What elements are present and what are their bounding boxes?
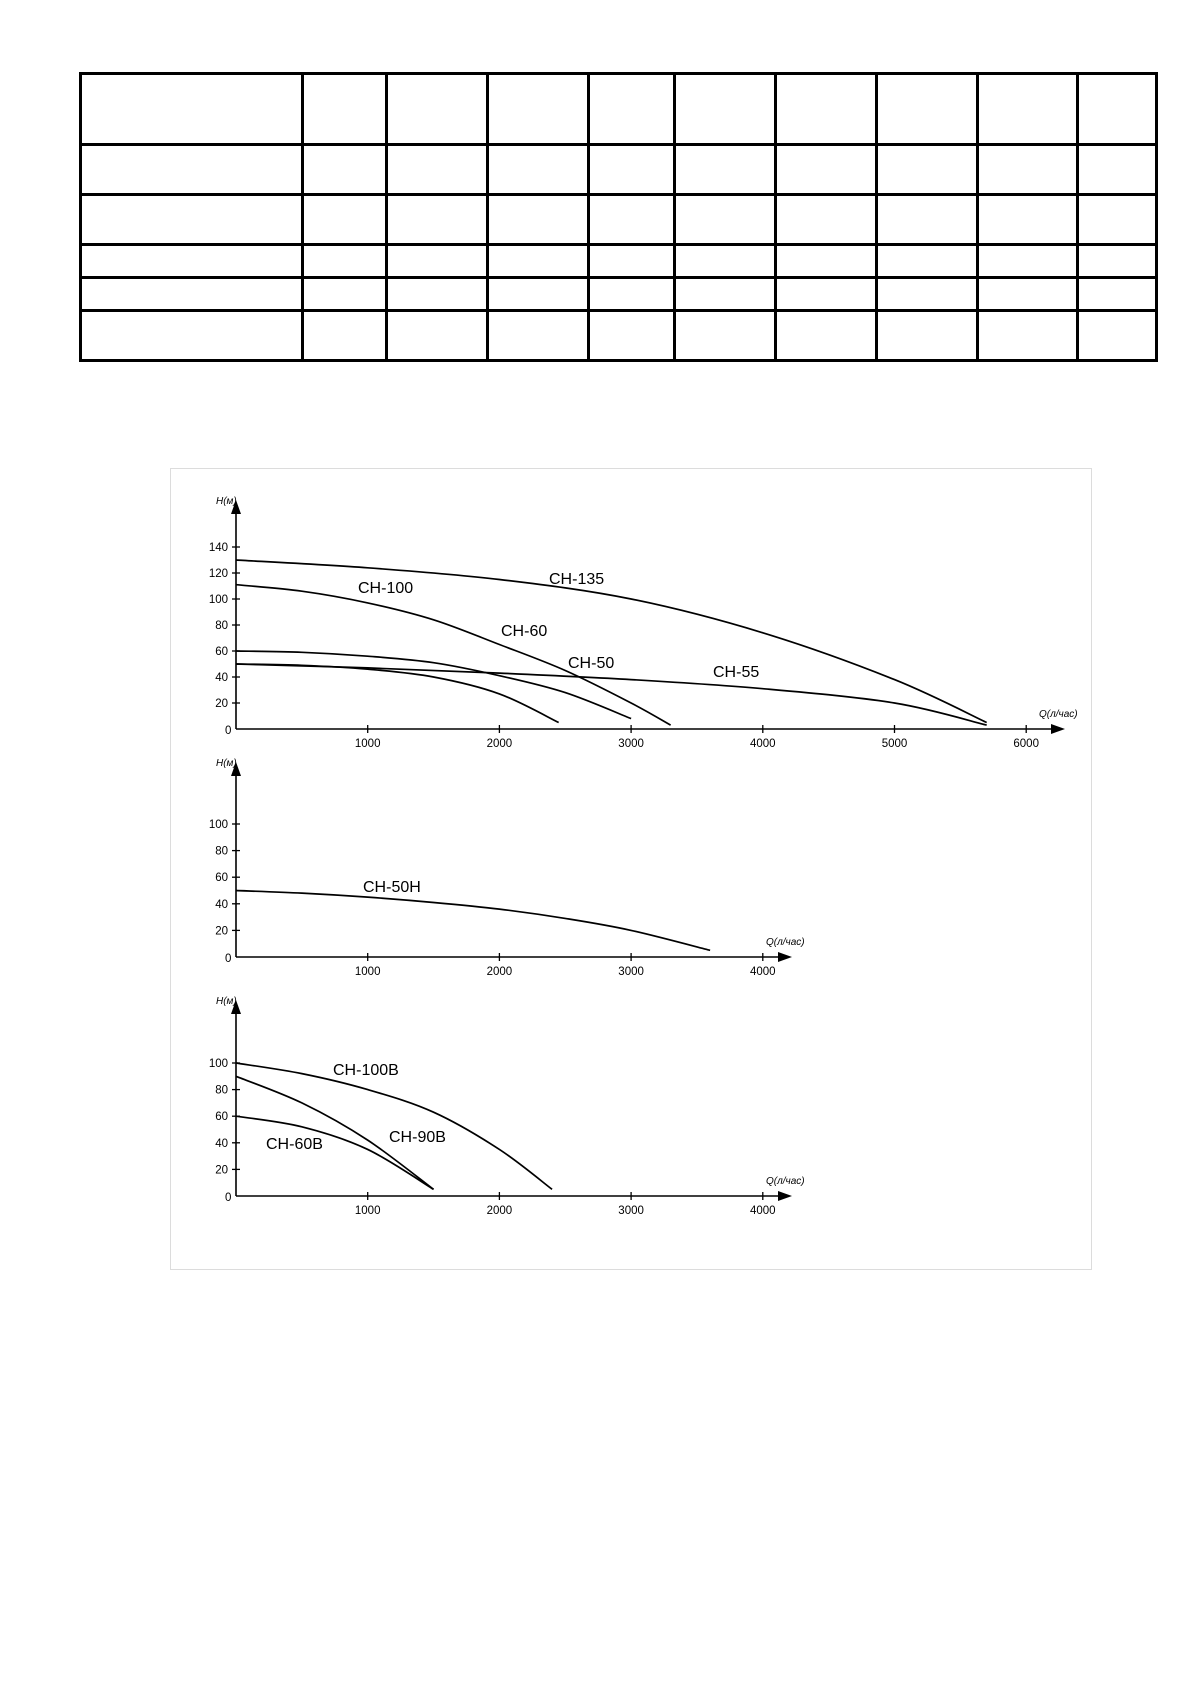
y-tick-label: 80 [215, 845, 228, 858]
table-cell [978, 145, 1078, 195]
table-cell [877, 278, 978, 311]
x-tick-label: 3000 [618, 966, 644, 978]
table-row [81, 245, 1157, 278]
table-cell [776, 195, 877, 245]
x-axis-arrow [1051, 724, 1065, 734]
series-label-ch-50h: CH-50H [363, 879, 421, 896]
y-tick-label: 80 [215, 1084, 228, 1097]
table-cell [1078, 195, 1157, 245]
y-tick-label: 60 [215, 1111, 228, 1124]
table-cell [589, 278, 675, 311]
table-cell [776, 74, 877, 145]
y-tick-label: 20 [215, 1164, 228, 1177]
x-axis-title: Q(л/час) [766, 937, 805, 948]
series-label-ch-135: CH-135 [549, 571, 605, 588]
table-cell [81, 195, 303, 245]
table-cell [877, 195, 978, 245]
table-row [81, 278, 1157, 311]
table-cell [978, 74, 1078, 145]
x-tick-label: 3000 [618, 1205, 644, 1217]
y-tick-label: 40 [215, 1137, 228, 1150]
y-tick-label: 20 [215, 925, 228, 938]
origin-label: 0 [225, 725, 232, 737]
table-row [81, 145, 1157, 195]
table-cell [387, 195, 488, 245]
y-tick-label: 100 [208, 819, 228, 831]
table-cell [488, 278, 589, 311]
series-label-ch-90b: CH-90B [389, 1129, 446, 1146]
origin-label: 0 [225, 1192, 232, 1204]
table-cell [589, 245, 675, 278]
table-cell [387, 145, 488, 195]
table-cell [488, 195, 589, 245]
table-cell [675, 145, 776, 195]
y-tick-label: 80 [215, 620, 228, 632]
table-cell [776, 245, 877, 278]
table-cell [978, 245, 1078, 278]
series-line-ch-55 [236, 664, 987, 725]
table-cell [303, 145, 387, 195]
table-cell [1078, 245, 1157, 278]
chart-panel [170, 468, 1092, 1270]
table-row [81, 311, 1157, 361]
series-label-ch-55: CH-55 [713, 664, 760, 681]
table-cell [978, 311, 1078, 361]
table-row [81, 74, 1157, 145]
series-label-ch-100b: CH-100B [333, 1062, 399, 1079]
x-tick-label: 4000 [750, 1205, 776, 1217]
x-tick-label: 1000 [354, 1205, 381, 1217]
x-axis-title: Q(л/час) [766, 1176, 805, 1187]
table-cell [488, 145, 589, 195]
table-cell [81, 311, 303, 361]
y-tick-label: 120 [208, 568, 228, 580]
table-cell [81, 245, 303, 278]
table-cell [303, 195, 387, 245]
table-cell [978, 195, 1078, 245]
table-cell [81, 278, 303, 311]
y-tick-label: 20 [215, 698, 228, 710]
y-tick-label: 40 [215, 898, 228, 911]
table-cell [877, 311, 978, 361]
x-tick-label: 2000 [486, 966, 513, 978]
table-cell [589, 195, 675, 245]
x-tick-label: 2000 [486, 1205, 513, 1217]
y-tick-label: 60 [215, 646, 228, 658]
performance-curves [171, 469, 1093, 1271]
table-cell [81, 145, 303, 195]
table-cell [877, 145, 978, 195]
table-cell [675, 74, 776, 145]
x-tick-label: 4000 [750, 966, 776, 978]
table-cell [303, 278, 387, 311]
table-cell [675, 278, 776, 311]
y-tick-label: 100 [208, 594, 228, 606]
table-cell [877, 74, 978, 145]
y-tick-label: 40 [215, 672, 228, 684]
x-axis-arrow [778, 1191, 792, 1201]
series-label-ch-100: CH-100 [358, 580, 414, 597]
table-cell [387, 74, 488, 145]
x-axis-arrow [778, 952, 792, 962]
table-cell [675, 245, 776, 278]
x-tick-label: 5000 [881, 738, 908, 750]
x-tick-label: 1000 [354, 966, 381, 978]
table-cell [488, 311, 589, 361]
table-cell [303, 245, 387, 278]
table-cell [589, 145, 675, 195]
series-line-ch-135 [236, 560, 987, 723]
table-cell [978, 278, 1078, 311]
table-cell [776, 278, 877, 311]
table-row [81, 195, 1157, 245]
table-cell [1078, 311, 1157, 361]
series-line-ch-50h [236, 891, 710, 951]
series-label-ch-60: CH-60 [501, 623, 548, 640]
table-cell [776, 145, 877, 195]
table-cell [877, 245, 978, 278]
table-cell [387, 311, 488, 361]
table-cell [387, 245, 488, 278]
table-cell [303, 74, 387, 145]
table-cell [1078, 145, 1157, 195]
x-tick-label: 2000 [486, 738, 513, 750]
table-cell [776, 311, 877, 361]
y-tick-label: 140 [208, 542, 228, 554]
table-cell [81, 74, 303, 145]
series-line-ch-100b [236, 1063, 552, 1189]
table-cell [387, 278, 488, 311]
table-cell [1078, 74, 1157, 145]
y-axis-title: Н(м) [216, 758, 237, 769]
y-axis-title: Н(м) [216, 996, 237, 1007]
x-tick-label: 4000 [750, 738, 776, 750]
table-cell [589, 74, 675, 145]
y-axis-title: Н(м) [216, 496, 237, 507]
table-cell [675, 195, 776, 245]
table-cell [589, 311, 675, 361]
table-cell [1078, 278, 1157, 311]
x-tick-label: 1000 [354, 738, 381, 750]
table-cell [488, 74, 589, 145]
table-cell [303, 311, 387, 361]
spec-table [79, 72, 1158, 362]
x-axis-title: Q(л/час) [1039, 709, 1078, 720]
y-tick-label: 60 [215, 872, 228, 885]
table-cell [675, 311, 776, 361]
table-cell [488, 245, 589, 278]
y-tick-label: 100 [208, 1058, 228, 1070]
series-label-ch-60b: CH-60B [266, 1136, 323, 1153]
origin-label: 0 [225, 953, 232, 965]
series-label-ch-50: CH-50 [568, 655, 615, 672]
x-tick-label: 3000 [618, 738, 644, 750]
x-tick-label: 6000 [1013, 738, 1039, 750]
